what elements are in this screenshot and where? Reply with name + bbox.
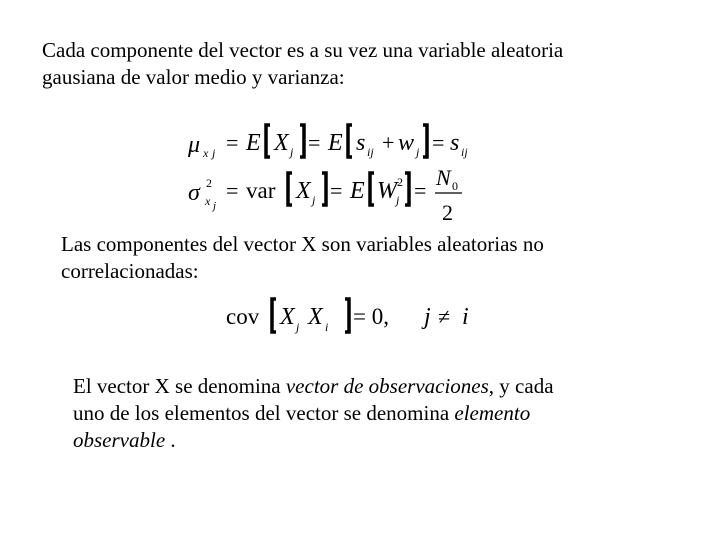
uncorrelated-paragraph bbox=[61, 231, 681, 285]
obs-line2-text-a: uno de los elementos del vector se denomina bbox=[73, 401, 455, 425]
fraction-numerator-N: N bbox=[436, 165, 451, 190]
mean-s-2: s bbox=[450, 130, 460, 156]
intro-paragraph bbox=[42, 37, 702, 91]
var-E: E bbox=[350, 178, 365, 204]
mean-sub-x: x bbox=[203, 146, 209, 160]
mean-X-sub-j: j bbox=[290, 145, 294, 159]
observations-line-2 bbox=[73, 400, 673, 427]
obs-term-vector-de-observaciones: vector de observaciones bbox=[285, 374, 489, 398]
mean-s2-sub-ij: ij bbox=[461, 145, 468, 159]
cov-X1-sub-j: j bbox=[296, 320, 300, 334]
observations-line-1 bbox=[73, 373, 673, 400]
intro-line-1: Cada componente del vector es a su vez una variable aleatoria bbox=[42, 38, 564, 62]
var-sub-j: j bbox=[213, 200, 217, 212]
var-X: X bbox=[296, 178, 311, 204]
var-W: W bbox=[377, 178, 397, 204]
obs-line1-text-b: , y cada bbox=[488, 374, 554, 398]
obs-line1-text-a: El vector X se denomina bbox=[73, 374, 286, 398]
mean-w-sub-j: j bbox=[416, 145, 420, 159]
cov-X2-sub-i: i bbox=[325, 320, 329, 334]
mean-bracket-right-2 bbox=[423, 125, 427, 157]
var-bracket-right-2 bbox=[405, 173, 409, 205]
mean-X: X bbox=[274, 130, 289, 156]
mean-bracket-left-1 bbox=[266, 125, 270, 157]
cov-X-2: X bbox=[308, 304, 323, 330]
mean-E-2: E bbox=[328, 130, 343, 156]
fraction-denominator: 2 bbox=[442, 200, 453, 225]
uncorrelated-line-2: correlacionadas: bbox=[61, 259, 199, 283]
sigma-symbol: σ bbox=[188, 180, 200, 206]
mean-eq-2: = bbox=[308, 130, 321, 155]
sigma-sup-2: 2 bbox=[206, 176, 212, 190]
observations-paragraph bbox=[73, 373, 673, 454]
covariance-svg bbox=[224, 290, 484, 340]
obs-line3-period: . bbox=[165, 428, 176, 452]
var-bracket-left-2 bbox=[370, 173, 374, 205]
cov-bracket-left bbox=[272, 299, 276, 332]
observations-line-3 bbox=[73, 427, 673, 454]
mean-variance-svg bbox=[186, 118, 486, 230]
cov-X-1: X bbox=[280, 304, 295, 330]
var-bracket-right-1 bbox=[322, 173, 326, 205]
var-eq-1: = bbox=[226, 178, 239, 203]
variance-formula bbox=[188, 165, 462, 225]
mean-plus: + bbox=[382, 130, 395, 155]
mean-bracket-right-1 bbox=[300, 125, 304, 157]
mean-sub-j: j bbox=[212, 146, 216, 160]
mean-formula bbox=[187, 125, 468, 160]
cov-neq: ≠ bbox=[438, 304, 451, 329]
var-X-sub-j: j bbox=[312, 193, 316, 207]
cov-cond-i: i bbox=[462, 304, 469, 330]
mean-s-sub-ij: ij bbox=[367, 145, 374, 159]
var-operator: var bbox=[246, 178, 276, 203]
var-bracket-left-1 bbox=[288, 173, 292, 205]
cov-cond-j: j bbox=[424, 304, 431, 330]
mean-w: w bbox=[398, 130, 415, 156]
mean-eq-1: = bbox=[226, 130, 239, 155]
mu-symbol: μ bbox=[188, 132, 201, 158]
var-W-sup-2: 2 bbox=[397, 175, 403, 189]
var-eq-3: = bbox=[414, 178, 427, 203]
var-eq-2: = bbox=[330, 178, 343, 203]
mean-s: s bbox=[356, 130, 366, 156]
obs-term-elemento: elemento bbox=[454, 401, 531, 425]
mean-variance-formulas bbox=[186, 118, 486, 235]
intro-line-2: gausiana de valor medio y varianza: bbox=[42, 65, 345, 89]
cov-equals-zero: = 0, bbox=[353, 304, 389, 329]
cov-operator: cov bbox=[226, 304, 260, 329]
var-sub-x: x bbox=[205, 194, 211, 208]
uncorrelated-line-1: Las componentes del vector X son variables aleatorias no bbox=[61, 232, 544, 256]
covariance-formula bbox=[224, 290, 484, 345]
fraction-numerator-sub-0: 0 bbox=[452, 179, 458, 193]
mean-E-1: E bbox=[246, 130, 261, 156]
mean-bracket-left-2 bbox=[348, 125, 352, 157]
var-W-sub-j: j bbox=[396, 193, 400, 207]
cov-bracket-right bbox=[345, 299, 349, 332]
mean-eq-3: = bbox=[432, 130, 445, 155]
obs-term-observable: observable bbox=[73, 428, 166, 452]
